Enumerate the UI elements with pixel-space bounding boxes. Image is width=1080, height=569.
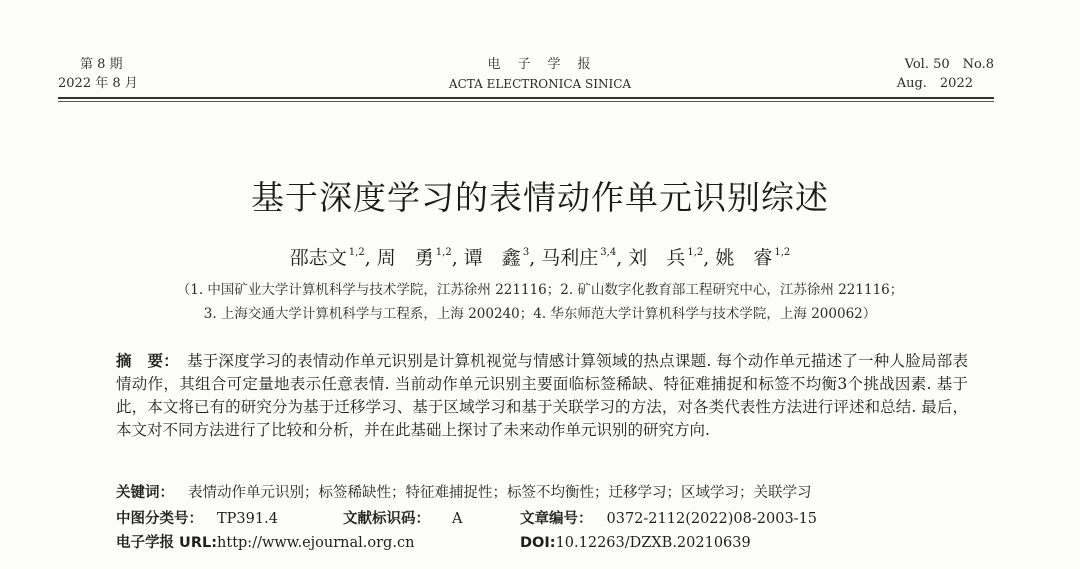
article-number-value: 0372-2112(2022)08-2003-15 (606, 511, 818, 527)
issue-date-en: Aug. 2022 (896, 76, 973, 91)
keywords-label: 关键词： (116, 485, 174, 501)
url-link[interactable]: http://www.ejournal.org.cn (217, 535, 415, 551)
author-affiliation-mark: 1,2 (687, 247, 704, 258)
article-number-row (520, 509, 817, 529)
url-label: 电子学报 URL: (116, 535, 218, 551)
author-affiliation-mark: 1,2 (774, 247, 791, 258)
header-rule (58, 97, 994, 99)
paper-title: 基于深度学习的表情动作单元识别综述 (251, 178, 829, 217)
doi-label: DOI: (520, 535, 556, 551)
keywords-row (116, 483, 812, 503)
author-name: 马利庄 (541, 247, 599, 269)
author-name: 谭 鑫 (463, 247, 521, 269)
author-name: 刘 兵 (628, 247, 686, 269)
keywords-text: 表情动作单元识别；标签稀缺性；特征难捕捉性；标签不均衡性；迁移学习；区域学习；关联学习 (188, 485, 812, 501)
doc-code-value: A (452, 511, 463, 527)
author-affiliation-mark: 1,2 (348, 247, 365, 258)
abstract-label: 摘 要： (116, 352, 179, 370)
abstract-text: 基于深度学习的表情动作单元识别是计算机视觉与情感计算领域的热点课题. 每个动作单元描述了一种人脸局部表情动作，其组合可定量地表示任意表情. 当前动作单元识别主要面临标签稀缺、特征难捕捉和标签不均衡3个挑战因素. 基于此，本文将已有的研究分为基于迁移学习、基于区域学习和基于关联学习的方法，对各类代表性方法进行评述和总结. 最后，本文对不同方法进行了比较和分析，并在此基础上探讨了未来动作单元识别的研究方向. (116, 352, 968, 439)
url-row (116, 533, 414, 553)
affiliation-line-1: （1. 中国矿业大学计算机科学与技术学院，江苏徐州 221116；2. 矿山数字化教育部工程研究中心，江苏徐州 221116； (176, 282, 904, 298)
doc-code-label: 文献标识码： (343, 511, 430, 527)
clc-value: TP391.4 (217, 511, 278, 527)
author-name: 邵志文 (289, 247, 347, 269)
author-name: 周 勇 (376, 247, 434, 269)
author-list: 邵志文 $^{1,2}$, 周 勇 $^{1,2}$, 谭 鑫 $^3$, 马利庄 $^{3,4}$, 刘 兵 $^{1,2}$, 姚 睿 $^{1,2}$ (289, 247, 791, 269)
author-name: 姚 睿 (715, 247, 773, 269)
journal-name-cn: 电 子 学 报 (487, 57, 593, 72)
issue-date-cn: 2022 年 8 月 (58, 76, 138, 91)
author-affiliation-mark: 1,2 (435, 247, 452, 258)
affiliation-line-2: 3. 上海交通大学计算机科学与工程系，上海 200240；4. 华东师范大学计算机科学与技术学院，上海 200062） (203, 306, 877, 322)
author-affiliation-mark: 3,4 (600, 247, 617, 258)
journal-name-en: ACTA ELECTRONICA SINICA (448, 77, 632, 91)
volume-number: Vol. 50 No.8 (904, 57, 994, 72)
clc-row (116, 509, 278, 529)
doi-link[interactable]: 10.12263/DZXB.20210639 (555, 535, 751, 551)
article-number-label: 文章编号： (520, 511, 593, 527)
header-rule-thin (58, 101, 994, 102)
clc-label: 中图分类号： (116, 511, 203, 527)
doc-code-row (343, 509, 462, 529)
author-affiliation-mark: 3 (522, 247, 530, 258)
doi-row (520, 533, 751, 553)
issue-number: 第 8 期 (80, 57, 123, 72)
abstract (116, 350, 968, 442)
